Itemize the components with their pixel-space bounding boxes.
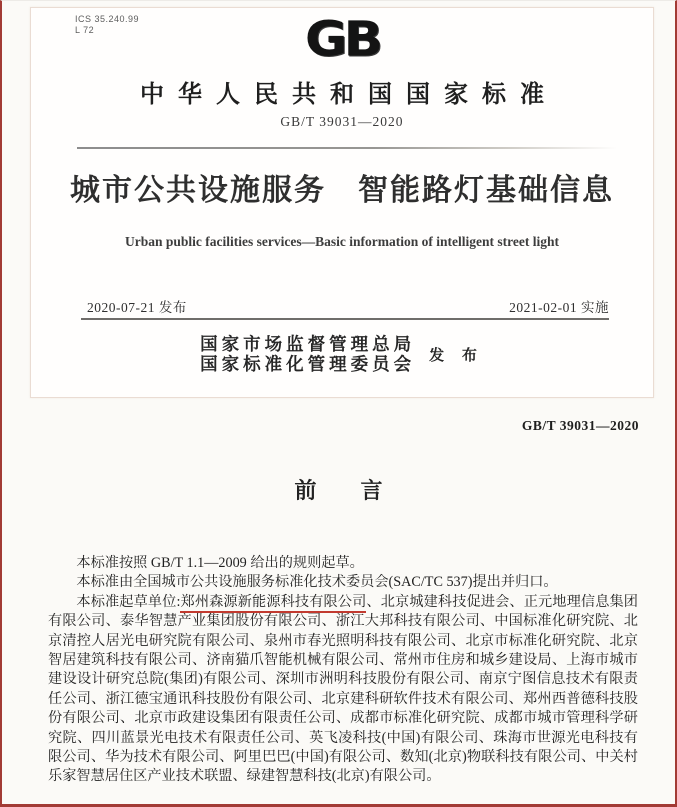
standard-title-english: Urban public facilities services—Basic information of intelligent street light (125, 234, 559, 249)
national-standard-heading (31, 74, 653, 109)
foreword-paragraph-2: 本标准由全国城市公共设施服务标准化技术委员会(SAC/TC 537)提出并归口。 (76, 574, 558, 591)
foreword-paragraph-1: 本标准按照 GB/T 1.1—2009 给出的规则起草。 (76, 555, 364, 571)
ics-code-line1: ICS 35.240.99 (75, 14, 140, 24)
gb-logo: GB (304, 12, 380, 68)
publish-label: 发 布 (429, 347, 484, 364)
issuer-line-2: 国家标准化管理委员会 (200, 354, 416, 374)
foreword-title: 前 言 (294, 478, 383, 503)
national-standard-heading-text: 中华人民共和国国家标准 (140, 82, 558, 108)
foreword-paragraph-3 (48, 593, 638, 787)
issue-date: 2020-07-21 发布 (87, 300, 187, 315)
cover-page (30, 7, 654, 398)
implement-date: 2021-02-01 实施 (509, 300, 609, 315)
dates-divider-rule (81, 318, 609, 320)
issuer-names (200, 334, 415, 374)
issuer-line-1: 国家市场监督管理总局 (200, 334, 416, 354)
ics-code-line2: L 72 (75, 25, 95, 35)
cover-standard-number: GB/T 39031—2020 (280, 114, 404, 129)
foreword-body (48, 554, 638, 787)
header-divider-rule (77, 147, 617, 149)
drafting-units-prefix: 本标准起草单位: (76, 593, 181, 610)
drafting-units-rest: 、北京城建科技促进会、正元地理信息集团有限公司、泰华智慧产业集团股份有限公司、浙江大邦科技有限公司、中国标准化研究院、北京清控人居光电研究院有限公司、泉州市春光照明科技有限公司、北京市标准化研究院、北京智居建筑科技有限公司、济南猫爪智能机械有限公司、常州市住房和城乡建设局、上海市城市建设设计研究总院(集团)有限公司、深圳市洲明科技股份有限公司、南京宁图信息技术有限责任公司、浙江德宝通讯科技股份有限公司、北京建科研软件技术有限公司、郑州西普德科技股份有限公司、北京市政建设集团有限责任公司、成都市标准化研究院、成都市城市管理科学研究院、四川蓝景光电技术有限责任公司、英飞凌科技(中国)有限公司、珠海市世源光电科技有限公司、华为技术有限公司、阿里巴巴(中国)有限公司、数知(北京)物联科技有限公司、中关村乐家智慧居住区产业技术联盟、绿建智慧科技(北京)有限公司。 (48, 593, 638, 785)
drafting-unit-highlighted: 郑州森源新能源科技有限公司 (180, 594, 366, 613)
standard-title-chinese: 城市公共设施服务 智能路灯基础信息 (70, 174, 614, 207)
issuer-block (31, 334, 653, 374)
page-header-standard-number: GB/T 39031—2020 (521, 418, 639, 433)
